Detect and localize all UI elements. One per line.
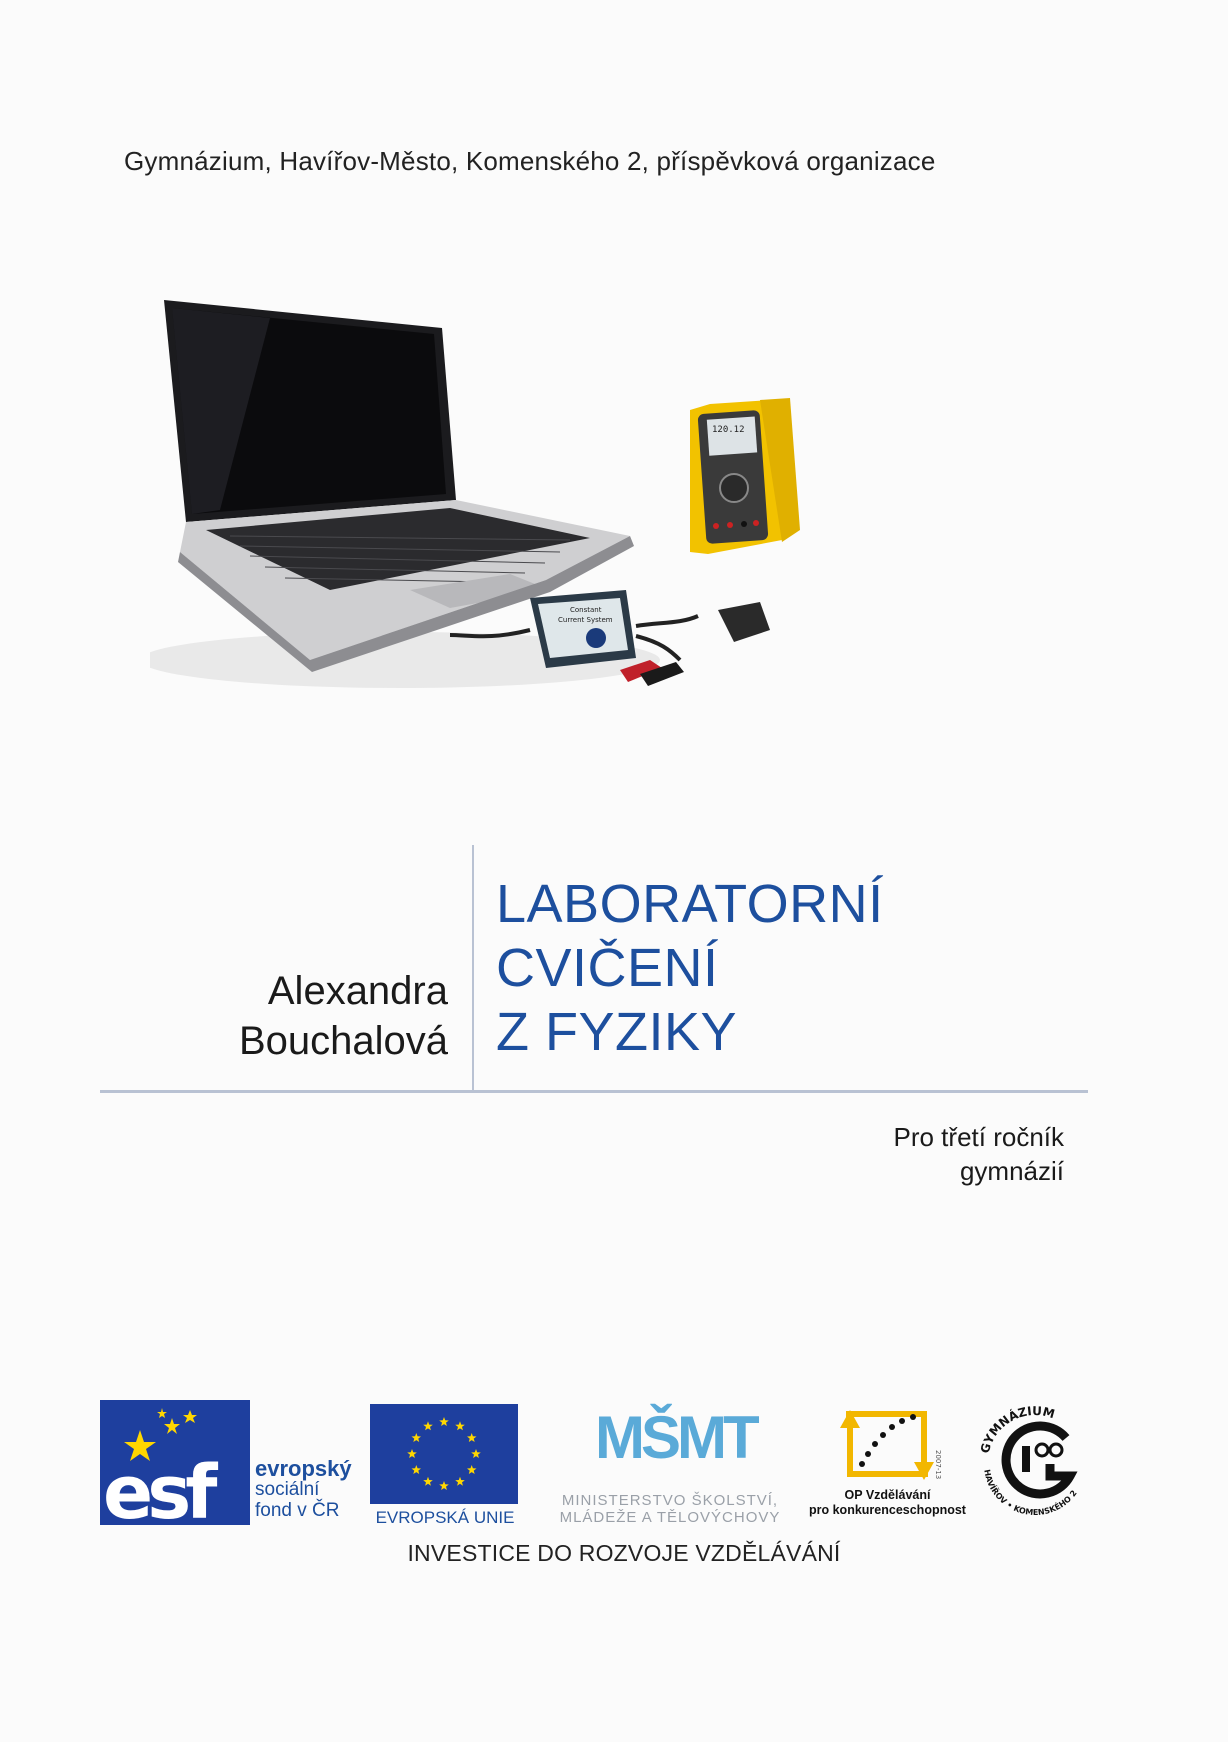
esf-wordmark [255,1458,352,1521]
msmt-logo [530,1400,810,1530]
eu-star-icon [423,1421,433,1430]
eu-star-icon [407,1449,417,1458]
multimeter-icon [690,398,800,554]
eu-star-icon [455,1477,465,1486]
svg-text:Constant: Constant [570,606,602,614]
eu-star-icon [439,1481,449,1490]
eu-star-icon [467,1465,477,1474]
vertical-divider [472,845,474,1090]
eu-logo [370,1400,520,1530]
op-arrows-icon [800,1400,975,1490]
svg-text:HAVÍŘOV • KOMENSKÉHO 2: HAVÍŘOV • KOMENSKÉHO 2 [982,1468,1079,1518]
esf-logo [100,1400,360,1525]
op-logo [800,1400,975,1530]
title-line-2: CVIČENÍ [496,938,719,998]
institution-header: Gymnázium, Havířov-Město, Komenského 2, příspěvková organizace [124,146,936,176]
eu-flag-icon [370,1404,518,1504]
author-first-name: Alexandra [267,969,448,1013]
book-title [496,872,884,1064]
gymnazium-seal-icon [970,1392,1100,1522]
op-wordmark [800,1488,975,1518]
audience-line-1: Pro třetí ročník [893,1122,1064,1152]
op-line-2: pro konkurenceschopnost [809,1503,966,1517]
svg-text:2007-13: 2007-13 [934,1450,942,1480]
audience-note [894,1120,1065,1188]
eu-star-icon [471,1449,481,1458]
title-line-1: LABORATORNÍ [496,874,884,934]
esf-mark-icon [100,1400,250,1525]
op-line-1: OP Vzdělávání [844,1488,931,1502]
eu-star-icon [423,1477,433,1486]
audience-line-2: gymnázií [959,1156,1064,1186]
svg-text:Current System: Current System [558,616,613,624]
eu-star-icon [467,1433,477,1442]
svg-text:GYMNÁZIUM: GYMNÁZIUM [977,1403,1057,1455]
eu-star-icon [455,1421,465,1430]
horizontal-divider [100,1090,1088,1093]
svg-text:esf: esf [103,1450,212,1525]
msmt-line-2: MLÁDEŽE A TĚLOVÝCHOVY [559,1509,781,1526]
eu-label: EVROPSKÁ UNIE [375,1508,515,1527]
cover-photo [150,290,910,810]
msmt-mark: MŠMT [595,1404,756,1471]
esf-line-2: sociální [255,1479,320,1500]
author-last-name: Bouchalová [238,1019,448,1063]
eu-star-icon [439,1417,449,1426]
eu-star-icon [412,1433,422,1442]
title-line-3: Z FYZIKY [496,1002,738,1062]
esf-line-3: fond v ČR [255,1500,340,1521]
msmt-line-1: MINISTERSTVO ŠKOLSTVÍ, [561,1492,779,1509]
gymnazium-seal-logo [970,1392,1100,1522]
funding-tagline: INVESTICE DO ROZVOJE VZDĚLÁVÁNÍ [407,1540,841,1566]
sponsor-logos [100,1400,1120,1540]
esf-line-1: evropský [255,1456,352,1481]
msmt-wordmark [530,1492,810,1526]
author-name [239,966,448,1066]
eu-star-icon [412,1465,422,1474]
svg-text:120.12: 120.12 [712,425,745,435]
